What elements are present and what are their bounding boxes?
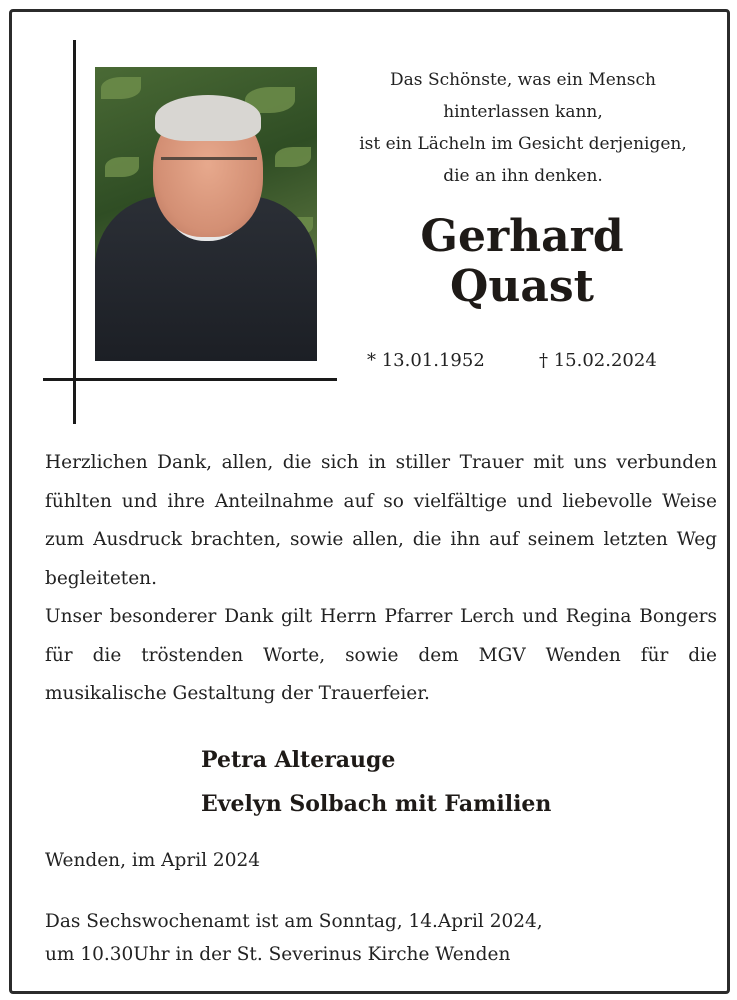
death-date: † 15.02.2024 xyxy=(539,350,657,371)
quote-line-4: die an ihn denken. xyxy=(443,166,603,186)
signers xyxy=(201,738,721,826)
signer-line-2: Evelyn Solbach mit Familien xyxy=(201,791,552,817)
service-line-1: Das Sechswochenamt ist am Sonntag, 14.April 2024, xyxy=(45,911,543,932)
place-date: Wenden, im April 2024 xyxy=(45,850,261,871)
thanks-paragraph-1: Herzlichen Dank, allen, die sich in stiller Trauer mit uns verbunden fühlten und ihre Anteilnahme auf so vielfältige und liebevolle Weise zum Ausdruck brachten, sowie allen, die ihn auf seinem letzten Weg begleiteten. xyxy=(45,452,717,589)
first-name: Gerhard xyxy=(420,211,624,262)
deceased-name xyxy=(332,212,712,312)
signer-line-1: Petra Alterauge xyxy=(201,747,396,773)
service-line-2: um 10.30Uhr in der St. Severinus Kirche Wenden xyxy=(45,944,511,965)
thanks-text xyxy=(45,444,717,714)
portrait-photo xyxy=(95,67,317,361)
cross-horizontal-line xyxy=(43,378,337,381)
birth-date: * 13.01.1952 xyxy=(367,350,485,371)
obituary-card xyxy=(9,9,730,994)
memorial-quote xyxy=(328,64,718,192)
cross-vertical-line xyxy=(73,40,76,424)
quote-line-3: ist ein Lächeln im Gesicht derjenigen, xyxy=(359,134,687,154)
service-announcement xyxy=(45,905,717,971)
quote-line-2: hinterlassen kann, xyxy=(443,102,603,122)
thanks-paragraph-2: Unser besonderer Dank gilt Herrn Pfarrer Lerch und Regina Bongers für die tröstenden Worte, sowie dem MGV Wenden für die musikalische Gestaltung der Trauerfeier. xyxy=(45,606,717,704)
last-name: Quast xyxy=(450,261,594,312)
quote-line-1: Das Schönste, was ein Mensch xyxy=(390,70,656,90)
